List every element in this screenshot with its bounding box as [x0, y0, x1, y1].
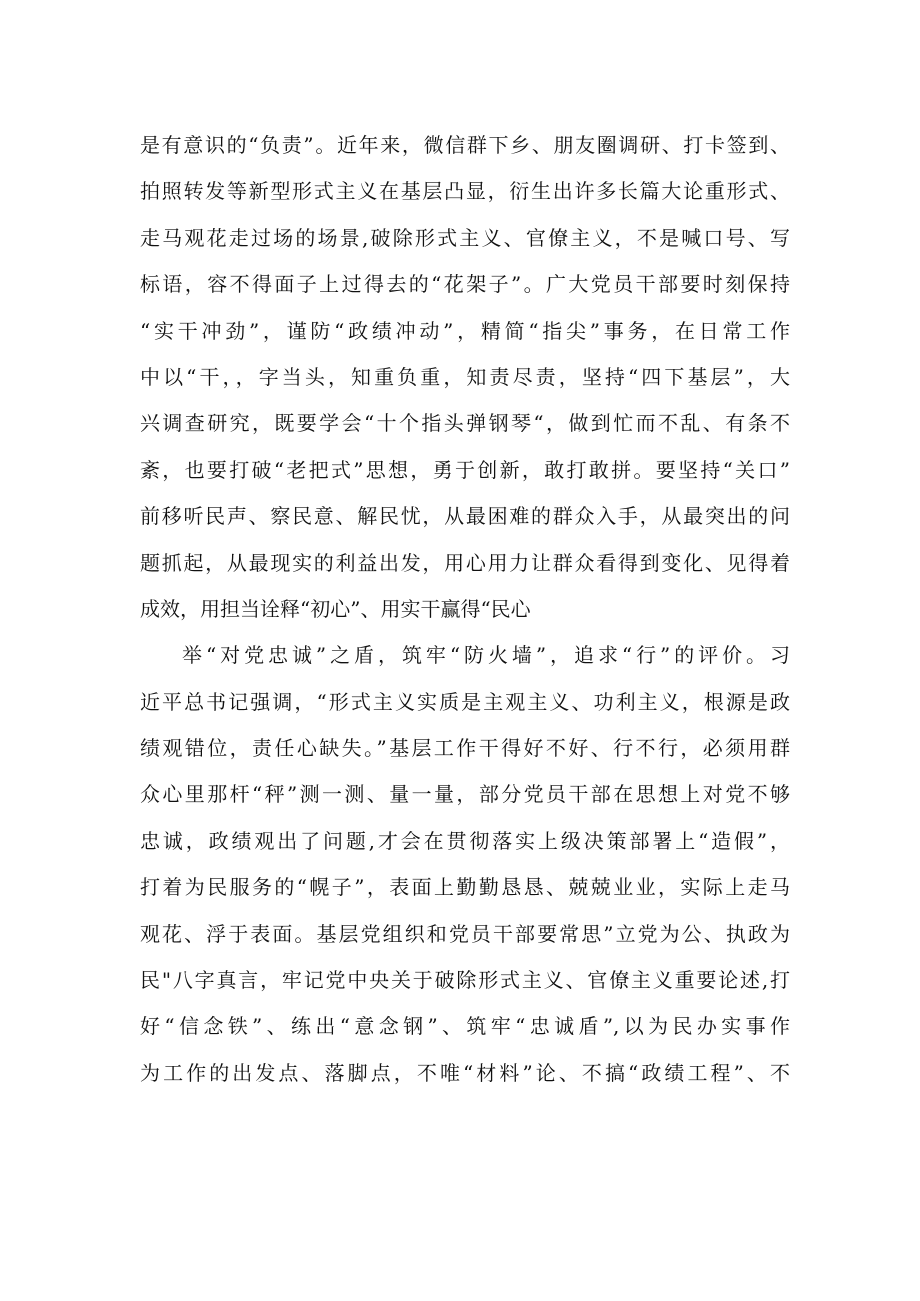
paragraph-line: 民"八字真言，牢记党中央关于破除形式主义、官僚主义重要论述,打 [140, 968, 790, 993]
paragraph-line: 众心里那杆“秤”测一测、量一量，部分党员干部在思想上对党不够 [140, 782, 790, 807]
paragraph-1 [140, 122, 790, 632]
paragraph-line: 观花、浮于表面。基层党组织和党员干部要常思”立党为公、执政为 [140, 921, 790, 946]
paragraph-line: 前移听民声、察民意、解民忧，从最困难的群众入手，从最突出的问 [140, 504, 790, 529]
paragraph-line: 为工作的出发点、落脚点，不唯“材料”论、不搞“政绩工程”、不 [140, 1060, 790, 1085]
paragraph-line: 中以“干，，字当头，知重负重，知责尽责，坚持“四下基层”，大 [140, 364, 790, 389]
paragraph-line: 紊，也要打破“老把式”思想，勇于创新，敢打敢拼。要坚持“关口” [140, 457, 790, 482]
paragraph-2 [140, 632, 790, 1096]
paragraph-line: 好“信念铁”、练出“意念钢”、筑牢“忠诚盾”,以为民办实事作 [140, 1014, 790, 1039]
paragraph-line: 举“对党忠诚”之盾，筑牢“防火墙”，追求“行”的评价。习 [182, 643, 790, 668]
paragraph-line: 标语，容不得面子上过得去的“花架子”。广大党员干部要时刻保持 [140, 272, 790, 297]
paragraph-line: 走马观花走过场的场景,破除形式主义、官僚主义，不是喊口号、写 [140, 225, 790, 250]
paragraph-line: 兴调查研究，既要学会“十个指头弹钢琴“，做到忙而不乱、有条不 [140, 411, 790, 436]
paragraph-line: “实干冲劲”，谨防“政绩冲动”，精简“指尖”事务，在日常工作 [140, 318, 790, 343]
paragraph-line: 题抓起，从最现实的利益出发，用心用力让群众看得到变化、见得着 [140, 550, 790, 575]
paragraph-line: 成效，用担当诠释“初心”、用实干赢得“民心 [140, 596, 531, 621]
paragraph-line: 近平总书记强调，“形式主义实质是主观主义、功利主义，根源是政 [140, 689, 790, 714]
document-body [140, 122, 790, 1096]
paragraph-line: 打着为民服务的“幌子”，表面上勤勤恳恳、兢兢业业，实际上走马 [140, 875, 790, 900]
paragraph-line: 忠诚，政绩观出了问题,才会在贯彻落实上级决策部署上“造假”， [140, 828, 790, 853]
paragraph-line: 拍照转发等新型形式主义在基层凸显，衍生出许多长篇大论重形式、 [140, 179, 790, 204]
paragraph-line: 绩观错位，责任心缺失。”基层工作干得好不好、行不行，必须用群 [140, 736, 790, 761]
paragraph-line: 是有意识的“负责”。近年来，微信群下乡、朋友圈调研、打卡签到、 [140, 133, 790, 157]
